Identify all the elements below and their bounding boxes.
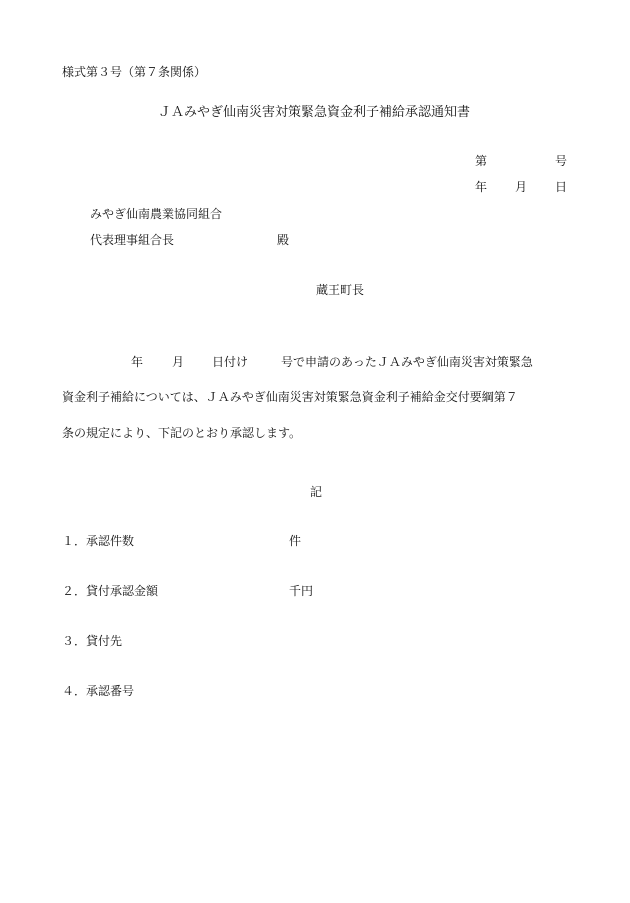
ki-heading: 記 bbox=[310, 485, 323, 499]
doc-number-prefix: 第 bbox=[475, 154, 488, 168]
addressee-title: 代表理事組合長 bbox=[90, 233, 175, 247]
item-unit: 千円 bbox=[289, 584, 314, 598]
item-label: ２．貸付承認金額 bbox=[62, 584, 159, 598]
addressee-honorific: 殿 bbox=[277, 233, 290, 247]
doc-date-day: 日 bbox=[555, 180, 568, 194]
body-day: 日付け bbox=[212, 355, 249, 369]
sender-name: 蔵王町長 bbox=[316, 283, 365, 297]
addressee-org: みやぎ仙南農業協同組合 bbox=[90, 207, 223, 221]
body-month: 月 bbox=[172, 355, 185, 369]
item-label: ４．承認番号 bbox=[62, 684, 135, 698]
doc-number-suffix: 号 bbox=[555, 154, 568, 168]
item-label: １．承認件数 bbox=[62, 534, 135, 548]
item-unit: 件 bbox=[289, 534, 302, 548]
body-line-2: 資金利子補給については、ＪＡみやぎ仙南災害対策緊急資金利子補給金交付要綱第７ bbox=[62, 390, 518, 404]
body-line-1-rest: 号で申請のあったＪＡみやぎ仙南災害対策緊急 bbox=[281, 355, 533, 369]
form-label: 様式第３号（第７条関係） bbox=[62, 65, 207, 79]
doc-date-year: 年 bbox=[475, 180, 488, 194]
body-line-3: 条の規定により、下記のとおり承認します。 bbox=[62, 426, 302, 440]
document-title: ＪＡみやぎ仙南災害対策緊急資金利子補給承認通知書 bbox=[158, 105, 471, 120]
body-year: 年 bbox=[131, 355, 144, 369]
doc-date-month: 月 bbox=[515, 180, 528, 194]
item-label: ３．貸付先 bbox=[62, 634, 123, 648]
